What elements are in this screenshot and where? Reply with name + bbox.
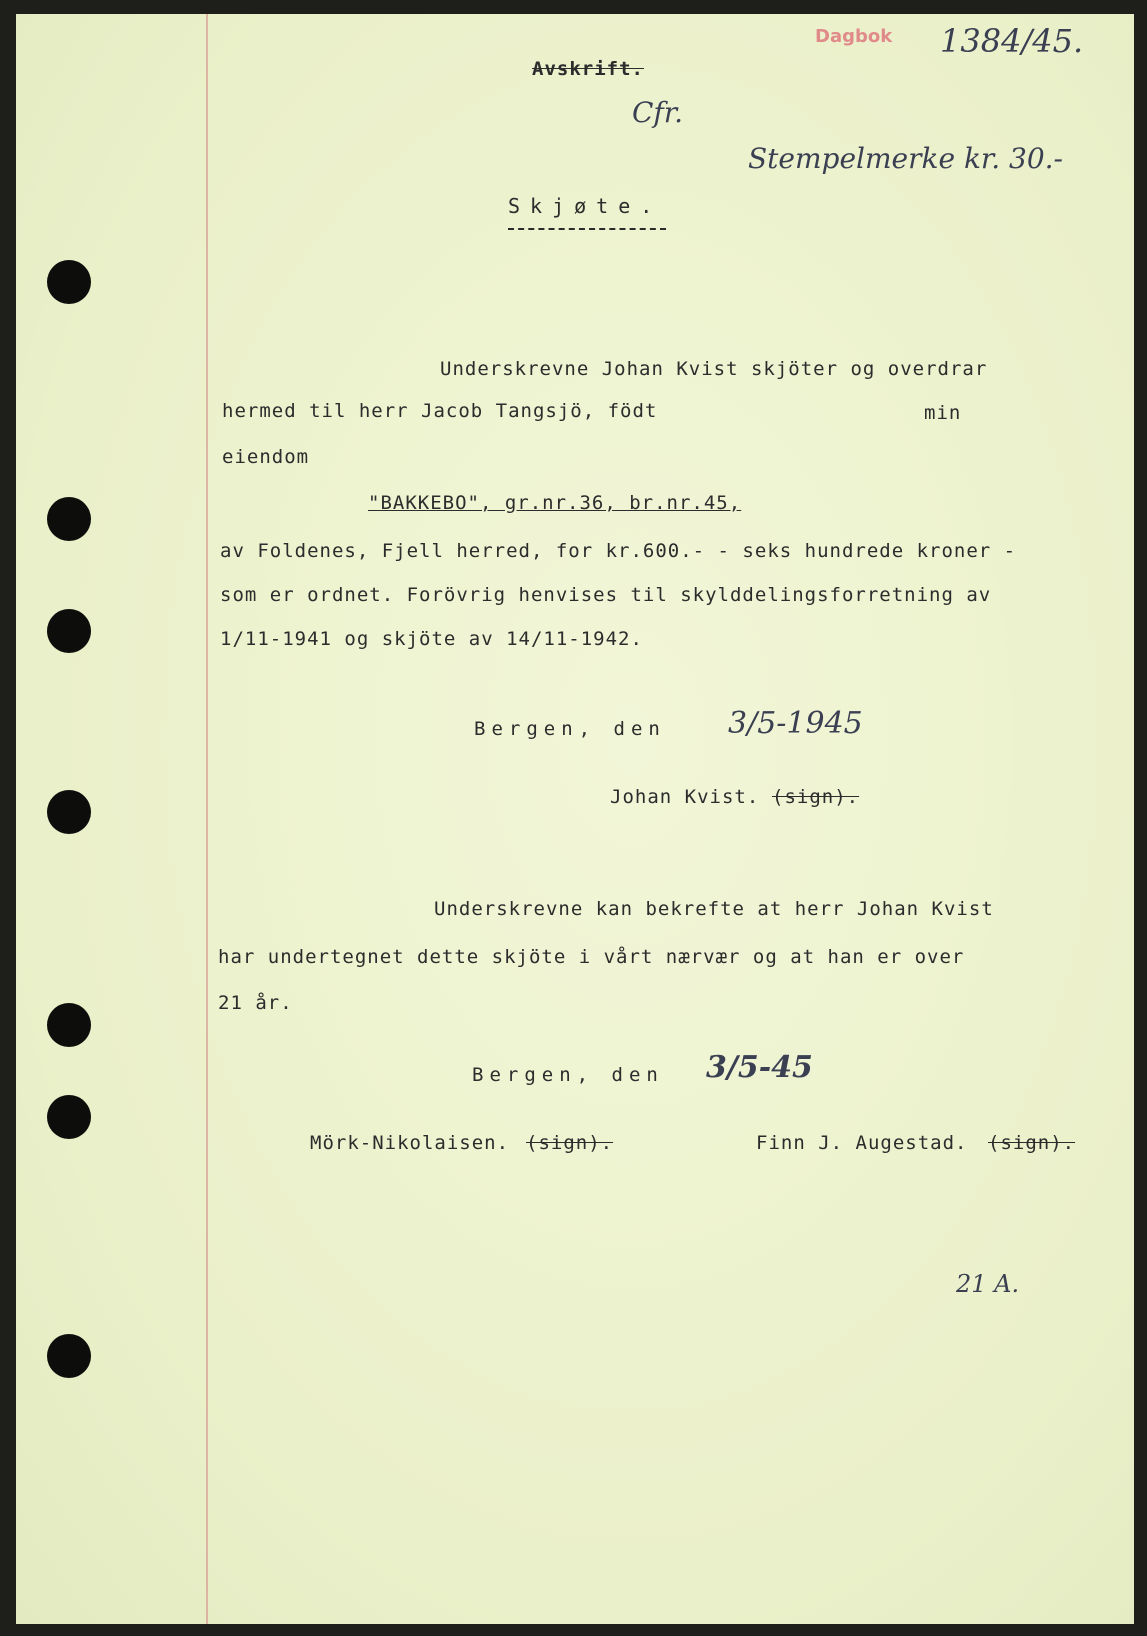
place-date-2-date: 3/5-45 bbox=[706, 1050, 813, 1085]
register-number: 1384/45. bbox=[940, 22, 1084, 60]
witness-right-name: Finn J. Augestad. bbox=[756, 1132, 968, 1154]
deed-line-2a: hermed til herr Jacob Tangsjö, födt bbox=[222, 400, 658, 422]
punch-hole bbox=[47, 497, 91, 541]
cfr-note: Cfr. bbox=[632, 96, 683, 129]
signature-1-sign: (sign). bbox=[772, 786, 860, 808]
deed-line-3: eiendom bbox=[222, 446, 310, 468]
deed-line-4: av Foldenes, Fjell herred, for kr.600.- - seks hundrede kroner - bbox=[220, 540, 1017, 562]
punch-hole bbox=[47, 1003, 91, 1047]
witness-line-3: 21 år. bbox=[218, 992, 293, 1014]
punch-hole bbox=[47, 609, 91, 653]
place-date-1-date: 3/5-1945 bbox=[728, 706, 863, 741]
avskrift-label: Avskrift. bbox=[532, 58, 644, 80]
property-designation: "BAKKEBO", gr.nr.36, br.nr.45, bbox=[368, 492, 742, 514]
signature-1-name: Johan Kvist. bbox=[610, 786, 760, 808]
deed-line-1: Underskrevne Johan Kvist skjöter og overdrar bbox=[440, 358, 988, 380]
place-date-2-place: Bergen, den bbox=[472, 1064, 664, 1086]
deed-line-5: som er ordnet. Forövrig henvises til skylddelingsforretning av bbox=[220, 584, 992, 606]
stamp-duty-note: Stempelmerke kr. 30.- bbox=[748, 142, 1064, 175]
document-page bbox=[16, 14, 1134, 1624]
punch-hole bbox=[47, 790, 91, 834]
document-title: Skjøte. bbox=[508, 194, 663, 218]
bottom-handwritten-note: 21 A. bbox=[956, 1270, 1020, 1298]
dagbok-stamp: Dagbok bbox=[815, 26, 893, 47]
witness-line-1: Underskrevne kan bekrefte at herr Johan Kvist bbox=[434, 898, 994, 920]
punch-hole bbox=[47, 1095, 91, 1139]
punch-hole bbox=[47, 260, 91, 304]
witness-left-name: Mörk-Nikolaisen. bbox=[310, 1132, 510, 1154]
place-date-1-place: Bergen, den bbox=[474, 718, 666, 740]
witness-left-sign: (sign). bbox=[526, 1132, 614, 1154]
deed-line-2b: min bbox=[924, 402, 962, 424]
deed-line-6: 1/11-1941 og skjöte av 14/11-1942. bbox=[220, 628, 643, 650]
title-underline bbox=[508, 228, 666, 230]
punch-hole bbox=[47, 1334, 91, 1378]
margin-rule bbox=[206, 14, 208, 1624]
witness-right-sign: (sign). bbox=[988, 1132, 1076, 1154]
witness-line-2: har undertegnet dette skjöte i vårt nærvær og at han er over bbox=[218, 946, 965, 968]
